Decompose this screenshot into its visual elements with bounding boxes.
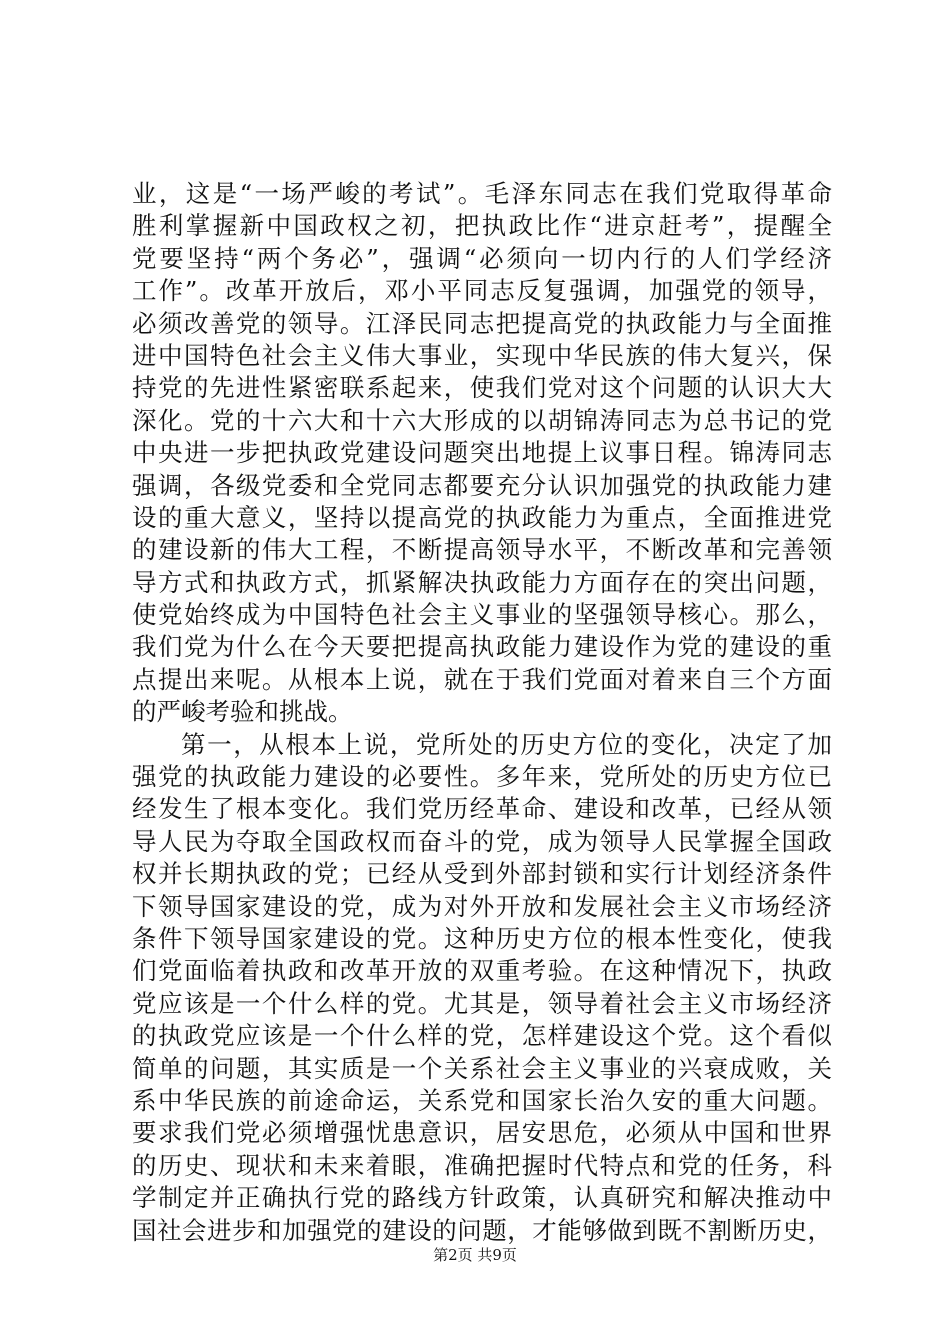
text-line: 学制定并正确执行党的路线方针政策，认真研究和解决推动中 [132,1183,832,1213]
text-line: 导方式和执政方式，抓紧解决执政能力方面存在的突出问题， [132,567,832,597]
text-line: 系中华民族的前途命运，关系党和国家长治久安的重大问题。 [132,1085,832,1115]
text-line: 必须改善党的领导。江泽民同志把提高党的执政能力与全面推 [132,308,832,338]
text-line: 胜利掌握新中国政权之初，把执政比作“进京赶考”，提醒全 [132,211,832,241]
page-number-label: 第2页 共9页 [433,1246,517,1264]
page-footer [0,1244,950,1265]
text-line: 党要坚持“两个务必”，强调“必须向一切内行的人们学经济 [132,243,832,273]
text-line: 持党的先进性紧密联系起来，使我们党对这个问题的认识大大 [132,373,832,403]
text-line: 点提出来呢。从根本上说，就在于我们党面对着来自三个方面 [132,664,832,694]
text-line: 进中国特色社会主义伟大事业，实现中华民族的伟大复兴，保 [132,340,832,370]
text-line: 使党始终成为中国特色社会主义事业的坚强领导核心。那么， [132,600,832,630]
text-line: 强调，各级党委和全党同志都要充分认识加强党的执政能力建 [132,470,832,500]
document-body [132,178,832,1247]
text-line: 们党面临着执政和改革开放的双重考验。在这种情况下，执政 [132,956,832,986]
text-line: 权并长期执政的党；已经从受到外部封锁和实行计划经济条件 [132,859,832,889]
text-line: 深化。党的十六大和十六大形成的以胡锦涛同志为总书记的党 [132,405,832,435]
text-line: 导人民为夺取全国政权而奋斗的党，成为领导人民掌握全国政 [132,826,832,856]
text-line: 我们党为什么在今天要把提高执政能力建设作为党的建设的重 [132,632,832,662]
text-line: 的执政党应该是一个什么样的党，怎样建设这个党。这个看似 [132,1021,832,1051]
paragraph-start-line: 第一，从根本上说，党所处的历史方位的变化，决定了加 [181,729,832,759]
text-line: 党应该是一个什么样的党。尤其是，领导着社会主义市场经济 [132,988,832,1018]
text-line: 中央进一步把执政党建设问题突出地提上议事日程。锦涛同志 [132,438,832,468]
text-line: 设的重大意义，坚持以提高党的执政能力为重点，全面推进党 [132,502,832,532]
text-line: 下领导国家建设的党，成为对外开放和发展社会主义市场经济 [132,891,832,921]
text-line: 要求我们党必须增强忧患意识，居安思危，必须从中国和世界 [132,1118,832,1148]
text-line: 简单的问题，其实质是一个关系社会主义事业的兴衰成败，关 [132,1053,832,1083]
text-line: 条件下领导国家建设的党。这种历史方位的根本性变化，使我 [132,923,832,953]
paragraph-end-line: 的严峻考验和挑战。 [132,697,353,727]
text-line: 业，这是“一场严峻的考试”。毛泽东同志在我们党取得革命 [132,179,832,208]
text-line: 的历史、现状和未来着眼，准确把握时代特点和党的任务，科 [132,1150,832,1180]
text-line: 国社会进步和加强党的建设的问题，才能够做到既不割断历史， [132,1215,832,1245]
text-line: 强党的执政能力建设的必要性。多年来，党所处的历史方位已 [132,762,832,792]
text-line: 的建设新的伟大工程，不断提高领导水平，不断改革和完善领 [132,535,832,565]
text-line: 经发生了根本变化。我们党历经革命、建设和改革，已经从领 [132,794,832,824]
text-line: 工作”。改革开放后，邓小平同志反复强调，加强党的领导， [132,276,832,306]
